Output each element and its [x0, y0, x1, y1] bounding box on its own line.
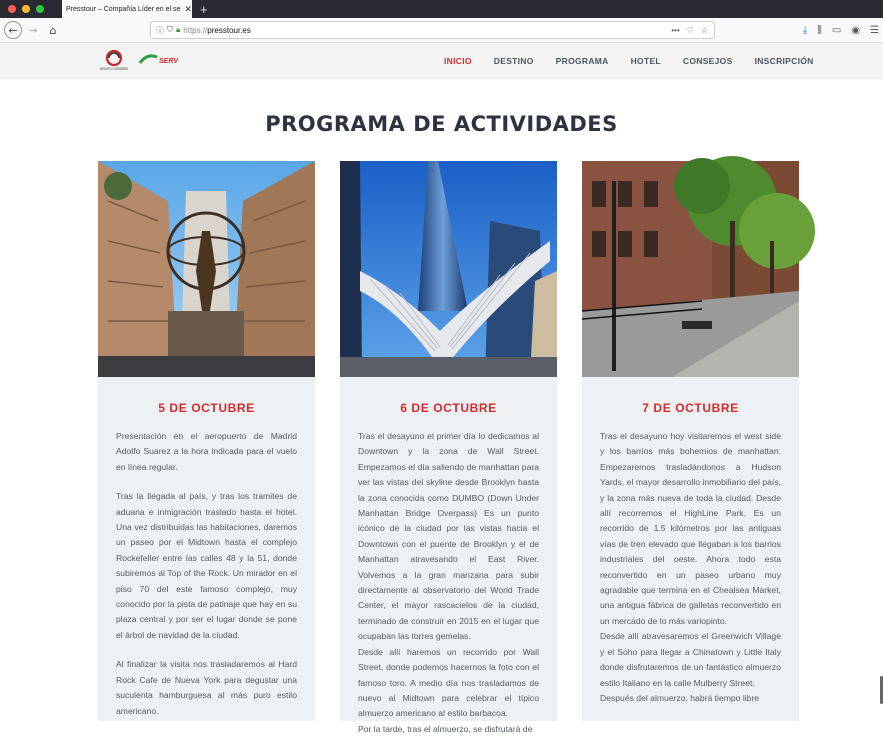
back-button[interactable]: ←: [4, 21, 22, 39]
nav-programa[interactable]: PROGRAMA: [555, 56, 609, 66]
nav-consejos[interactable]: CONSEJOS: [682, 56, 733, 66]
menu-icon[interactable]: ☰: [870, 24, 879, 36]
card-date: 6 DE OCTUBRE: [400, 401, 497, 415]
url-protocol: https://: [183, 25, 208, 35]
pocket-icon[interactable]: ♡: [686, 25, 694, 35]
nav-inscripcion[interactable]: INSCRIPCIÓN: [754, 56, 814, 66]
svg-text:SERV: SERV: [159, 58, 179, 65]
card-paragraph: Desde allí atravesaremos el Greenwich Village y el Soho para llegar a Chinatown y Little Italy donde disfrutaremos de un fantástico almuerzo estilo Italiano en la calle Mulberry Street.: [600, 631, 781, 688]
rockefeller-atlas-image: [98, 161, 315, 377]
site-main-menu: [444, 56, 836, 66]
card-paragraph: Por la tarde, tras el almuerzo, se disfrutará de: [358, 723, 533, 734]
card-paragraph: Tras la llegada al país, y tras los tramites de aduana e inmigración traslado hasta el hotel. Una vez distribuidas las habitaciones, daremos un paseo por el Midtown hasta el complejo Rockefeller entre las calles 48 y la 51, donde subiremos al Top of the Rock. Un mirador en el piso 70 del este famoso complejo, muy conocido por la pista de patinaje que hay en su plaza central y por ser el lugar donde se pone el árbol de navidad de la ciudad.: [116, 491, 297, 640]
forward-button[interactable]: →: [28, 23, 38, 37]
home-button[interactable]: ⌂: [49, 23, 57, 37]
info-icon[interactable]: ⓘ: [156, 25, 164, 35]
grupo-copames-logo[interactable]: [100, 49, 128, 73]
maximize-window-button[interactable]: [36, 5, 44, 13]
day-card-1: [98, 161, 315, 721]
sidebar-icon[interactable]: ▭: [831, 24, 842, 36]
tracking-icon[interactable]: ⛉: [167, 25, 173, 34]
card-paragraph: Al finalizar la visita nos trasladaremos al Hard Rock Cafe de Nueva York para degustar una suculenta hamburguesa al más puro estilo americano.: [116, 659, 297, 716]
card-body: [340, 429, 557, 737]
tab-title: Presstour – Compañía Líder en el se: [66, 5, 181, 13]
day-card-3: [582, 161, 799, 721]
browser-tab-bar: [0, 0, 883, 18]
card-paragraph: Tras el desayuno hoy visitaremos el west side y los barrios más bohemios de manhattan. Empezaremos trasladándonos a Hudson Yards, el mayor desarrollo inmobiliario del país, y la zona más nueva de toda la ciudad. Desde allí recorremos el HighLine Park. Es un recorrido de 1.5 kilómetros por las antiguas vías de tren elevado que llegaban a los barrios industriales del oeste. Ahora todo esta reconvertido en un paseo urbano muy agradable que termina en el Chealsea Market, una antigua fábrica de galletas reconvertido en un mercado de lo más variopinto.: [600, 431, 781, 626]
svg-text:GRUPO COPAMES: GRUPO COPAMES: [99, 67, 129, 71]
nav-inicio[interactable]: INICIO: [444, 56, 472, 66]
card-paragraph: Después del almuerzo, habrá tiempo libre: [600, 692, 760, 703]
site-header: [0, 43, 883, 79]
page-title: PROGRAMA DE ACTIVIDADES: [265, 112, 618, 136]
url-bar[interactable]: [150, 21, 715, 39]
west-village-street-image: [582, 161, 799, 377]
browser-tab[interactable]: [62, 0, 192, 18]
bookmark-star-icon[interactable]: ☆: [700, 25, 708, 35]
day-card-2: [340, 161, 557, 734]
browser-navbar: [0, 18, 883, 43]
serv-logo[interactable]: [137, 51, 179, 69]
window-controls: [0, 5, 62, 13]
url-host: presstour.es: [207, 25, 251, 35]
minimize-window-button[interactable]: [22, 5, 30, 13]
library-icon[interactable]: ⫼: [817, 24, 822, 36]
page-actions-icon[interactable]: •••: [671, 25, 680, 35]
nav-hotel[interactable]: HOTEL: [630, 56, 661, 66]
card-body: [582, 429, 799, 706]
close-tab-icon[interactable]: ✕: [184, 3, 192, 14]
close-window-button[interactable]: [8, 5, 16, 13]
card-paragraph: Desde allí haremos un recorrido por Wall Street, donde podemos hacernos la foto con el famoso toro. A medio día nos trasladamos de nuevo al Midtown para celebrar el típico almuerzo americano al estilo barbacoa.: [358, 646, 539, 719]
card-date: 5 DE OCTUBRE: [158, 401, 255, 415]
account-icon[interactable]: ◉: [851, 24, 861, 36]
new-tab-button[interactable]: +: [200, 1, 208, 17]
download-icon[interactable]: ⤓: [802, 24, 808, 36]
card-date: 7 DE OCTUBRE: [642, 401, 739, 415]
lock-icon[interactable]: 🔒︎: [176, 25, 181, 34]
world-trade-center-image: [340, 161, 557, 377]
card-body: [98, 429, 315, 719]
card-paragraph: Tras el desayuno el primer día lo dedicamos al Downtown y la zona de Wall Street. Empezamos el día saliendo de manhattan para ver las vistas del skyline desde Brooklyn hasta la zona conocida como DUMBO (Down Under Manhattan Bridge Overpass) Es un punto icónico de la ciudad por las vistas hacia el Downtown con el puente de Brooklyn y el de Manhattan atravesando el East River. Volvemos a la gran manzana para subir directamente al observatorio del World Trade Center, el mayor rascacielos de la ciudad, terminado de construir en 2015 en el lugar que ocupaban las torres gemelas.: [358, 431, 539, 642]
nav-destino[interactable]: DESTINO: [493, 56, 534, 66]
card-paragraph: Presentación en el aeropuerto de Madrid Adolfo Suarez a la hora indicada para el vuelo en línea regular.: [116, 431, 297, 472]
